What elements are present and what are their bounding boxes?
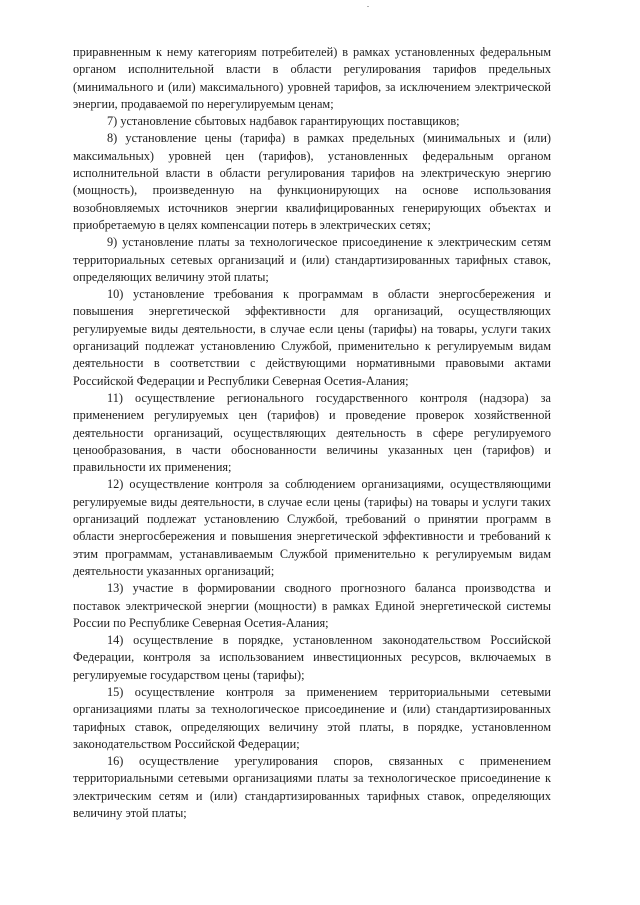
paragraph-7: 7) установление сбытовых надбавок гарантирующих поставщиков; — [107, 114, 460, 129]
paragraph-13: 13) участие в формировании сводного прогнозного баланса производства и поставок электрической энергии (мощности) в рамках Единой энергетической системы России по Республике Северная Осетия-Алания; — [73, 581, 551, 630]
paragraph-12: 12) осуществление контроля за соблюдением организациями, осуществляющими регулируемые виды деятельности, в случае если цены (тарифы) на товары и услуги таких организаций подлежат установлению Службой, требований о принятии программ в области энергосбережения и повышения энергетической эффективности и требований к этим программам, устанавливаемым Службой применительно к регулируемым видам деятельности указанных организаций; — [73, 477, 551, 578]
paragraph-16: 16) осуществление урегулирования споров, связанных с применением территориальными сетевыми организациями платы за технологическое присоединение к электрическим сетям и (или) стандартизированных тарифных ставок, определяющих величину этой платы; — [73, 754, 551, 821]
paragraph-continuation: приравненным к нему категориям потребителей) в рамках установленных федеральным органом исполнительной власти в области регулирования тарифов предельных (минимального и (или) максимального) уровней тарифов, за исключением электрической энергии, продаваемой по нерегулируемым ценам; — [73, 45, 551, 111]
document-body — [73, 44, 551, 822]
paragraph-9: 9) установление платы за технологическое присоединение к электрическим сетям территориальных сетевых организаций и (или) стандартизированных тарифных ставок, определяющих величину этой платы; — [73, 235, 551, 284]
paragraph-8: 8) установление цены (тарифа) в рамках предельных (минимальных и (или) максимальных) уровней цен (тарифов), установленных федеральным органом исполнительной власти в области регулирования тарифов на электрическую энергию (мощность), произведенную на функционирующих на основе использования возобновляемых источников энергии квалифицированных генерирующих объектах и приобретаемую в целях компенсации потерь в электрических сетях; — [73, 131, 551, 232]
paragraph-15: 15) осуществление контроля за применением территориальными сетевыми организациями платы за технологическое присоединение и (или) стандартизированных тарифных ставок, определяющих величину этой платы, в порядке, установленном законодательством Российской Федерации; — [73, 684, 551, 751]
scan-mark — [367, 6, 369, 7]
paragraph-11: 11) осуществление регионального государственного контроля (надзора) за применением регулируемых цен (тарифов) и проведение проверок хозяйственной деятельности организаций, осуществляющих деятельность в сфере регулируемого ценообразования, в части обоснованности величины указанных цен (тарифов) и правильности их применения; — [73, 390, 551, 475]
paragraph-14: 14) осуществление в порядке, установленном законодательством Российской Федерации, контроля за использованием инвестиционных ресурсов, включаемых в регулируемые государством цены (тарифы); — [73, 633, 551, 682]
paragraph-10: 10) установление требования к программам в области энергосбережения и повышения энергетической эффективности для организаций, осуществляющих регулируемые виды деятельности, в случае если цены (тарифы) на товары, услуги таких организаций подлежат установлению Службой, применительно к регулируемым видам деятельности в соответствии с действующими нормативными правовыми актами Российской Федерации и Республики Северная Осетия-Алания; — [73, 287, 551, 388]
